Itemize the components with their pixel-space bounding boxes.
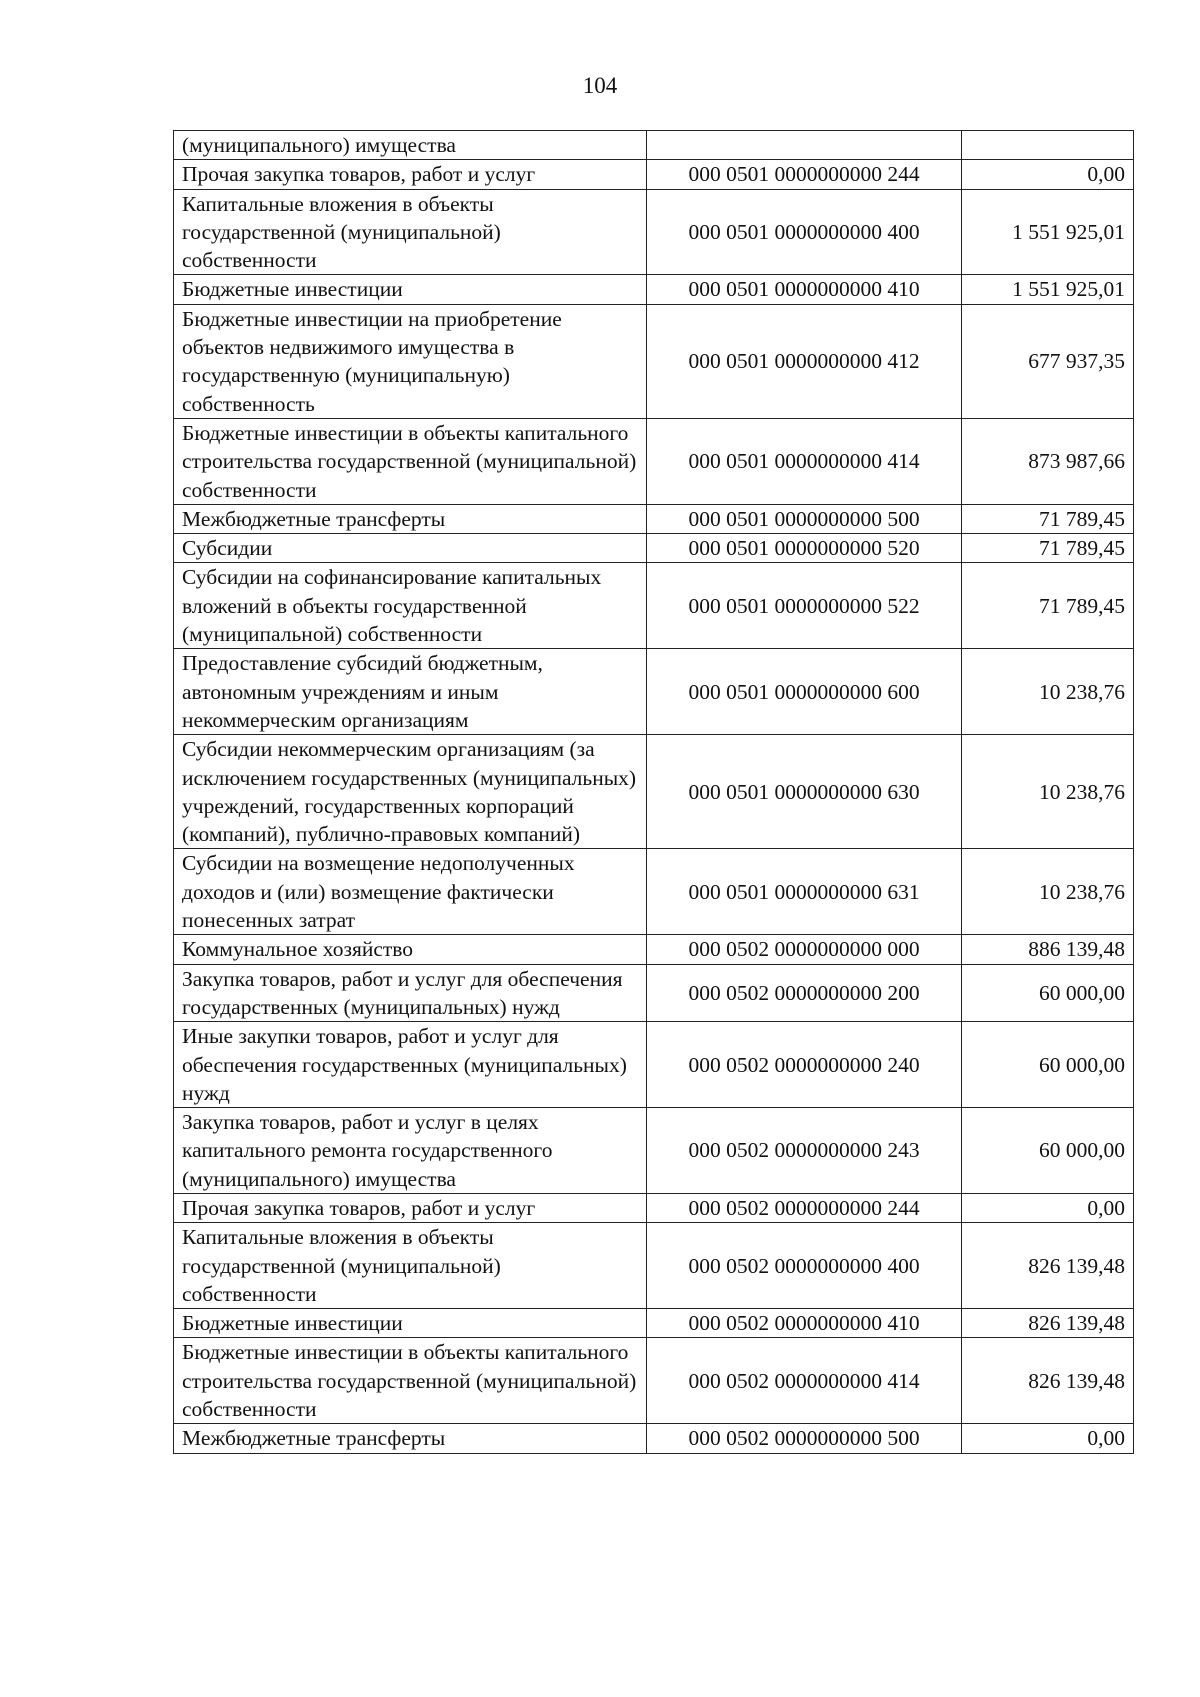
table-row <box>174 1309 1134 1338</box>
row-name-cell: Закупка товаров, работ и услуг в целях капитального ремонта государственного (муниципального) имущества <box>174 1108 647 1194</box>
row-name-cell: Субсидии на возмещение недополученных доходов и (или) возмещение фактически понесенных затрат <box>174 849 647 935</box>
table-row <box>174 275 1134 304</box>
row-name-cell: Предоставление субсидий бюджетным, автономным учреждениям и иным некоммерческим организациям <box>174 649 647 735</box>
row-code-cell: 000 0501 0000000000 630 <box>647 735 962 849</box>
row-code-cell: 000 0502 0000000000 240 <box>647 1022 962 1108</box>
table-row <box>174 1193 1134 1222</box>
row-name-cell: Капитальные вложения в объекты государственной (муниципальной) собственности <box>174 189 647 275</box>
row-name-cell: Бюджетные инвестиции <box>174 1309 647 1338</box>
budget-table <box>173 130 1134 1454</box>
row-code-cell: 000 0502 0000000000 410 <box>647 1309 962 1338</box>
row-code-cell: 000 0501 0000000000 600 <box>647 649 962 735</box>
row-name-cell: Субсидии некоммерческим организациям (за исключением государственных (муниципальных) учреждений, государственных корпораций (компаний), публично-правовых компаний) <box>174 735 647 849</box>
row-code-cell: 000 0501 0000000000 412 <box>647 304 962 418</box>
row-code-cell: 000 0501 0000000000 631 <box>647 849 962 935</box>
row-amount-cell: 886 139,48 <box>962 935 1134 964</box>
row-code-cell: 000 0502 0000000000 000 <box>647 935 962 964</box>
table-row <box>174 160 1134 189</box>
table-row <box>174 1022 1134 1108</box>
table-row <box>174 189 1134 275</box>
row-name-cell: Бюджетные инвестиции <box>174 275 647 304</box>
row-code-cell: 000 0501 0000000000 244 <box>647 160 962 189</box>
row-code-cell: 000 0502 0000000000 244 <box>647 1193 962 1222</box>
row-code-cell: 000 0501 0000000000 410 <box>647 275 962 304</box>
table-row <box>174 1424 1134 1453</box>
row-code-cell: 000 0502 0000000000 200 <box>647 964 962 1022</box>
table-row <box>174 504 1134 533</box>
row-amount-cell: 71 789,45 <box>962 534 1134 563</box>
row-name-cell: Бюджетные инвестиции на приобретение объектов недвижимого имущества в государственную (муниципальную) собственность <box>174 304 647 418</box>
table-row <box>174 849 1134 935</box>
row-code-cell: 000 0501 0000000000 414 <box>647 418 962 504</box>
row-amount-cell: 1 551 925,01 <box>962 189 1134 275</box>
row-amount-cell: 60 000,00 <box>962 964 1134 1022</box>
table-row <box>174 649 1134 735</box>
table-row <box>174 1338 1134 1424</box>
row-amount-cell <box>962 131 1134 160</box>
page-number: 104 <box>582 73 618 98</box>
row-amount-cell: 873 987,66 <box>962 418 1134 504</box>
row-name-cell: Закупка товаров, работ и услуг для обеспечения государственных (муниципальных) нужд <box>174 964 647 1022</box>
budget-table-body <box>174 131 1134 1454</box>
row-amount-cell: 0,00 <box>962 1424 1134 1453</box>
row-amount-cell: 0,00 <box>962 160 1134 189</box>
row-name-cell: Субсидии на софинансирование капитальных вложений в объекты государственной (муниципальной) собственности <box>174 563 647 649</box>
table-row <box>174 964 1134 1022</box>
table-row <box>174 418 1134 504</box>
table-row <box>174 1108 1134 1194</box>
row-code-cell: 000 0501 0000000000 400 <box>647 189 962 275</box>
row-amount-cell: 10 238,76 <box>962 649 1134 735</box>
table-row <box>174 563 1134 649</box>
table-row <box>174 534 1134 563</box>
row-amount-cell: 71 789,45 <box>962 563 1134 649</box>
row-name-cell: Бюджетные инвестиции в объекты капитального строительства государственной (муниципальной) собственности <box>174 418 647 504</box>
row-amount-cell: 10 238,76 <box>962 849 1134 935</box>
row-amount-cell: 60 000,00 <box>962 1108 1134 1194</box>
table-row <box>174 735 1134 849</box>
row-code-cell: 000 0502 0000000000 400 <box>647 1223 962 1309</box>
row-code-cell: 000 0501 0000000000 522 <box>647 563 962 649</box>
table-row <box>174 935 1134 964</box>
row-amount-cell: 1 551 925,01 <box>962 275 1134 304</box>
row-amount-cell: 10 238,76 <box>962 735 1134 849</box>
row-code-cell: 000 0501 0000000000 520 <box>647 534 962 563</box>
row-code-cell: 000 0502 0000000000 243 <box>647 1108 962 1194</box>
row-code-cell: 000 0502 0000000000 500 <box>647 1424 962 1453</box>
row-name-cell: Бюджетные инвестиции в объекты капитального строительства государственной (муниципальной) собственности <box>174 1338 647 1424</box>
row-amount-cell: 0,00 <box>962 1193 1134 1222</box>
row-code-cell: 000 0501 0000000000 500 <box>647 504 962 533</box>
row-name-cell: Капитальные вложения в объекты государственной (муниципальной) собственности <box>174 1223 647 1309</box>
row-name-cell: Межбюджетные трансферты <box>174 1424 647 1453</box>
table-row <box>174 1223 1134 1309</box>
row-name-cell: (муниципального) имущества <box>174 131 647 160</box>
row-amount-cell: 60 000,00 <box>962 1022 1134 1108</box>
row-code-cell: 000 0502 0000000000 414 <box>647 1338 962 1424</box>
row-amount-cell: 826 139,48 <box>962 1309 1134 1338</box>
row-code-cell <box>647 131 962 160</box>
row-name-cell: Иные закупки товаров, работ и услуг для обеспечения государственных (муниципальных) нужд <box>174 1022 647 1108</box>
row-amount-cell: 71 789,45 <box>962 504 1134 533</box>
table-row <box>174 304 1134 418</box>
row-name-cell: Прочая закупка товаров, работ и услуг <box>174 160 647 189</box>
row-amount-cell: 826 139,48 <box>962 1338 1134 1424</box>
table-row <box>174 131 1134 160</box>
row-name-cell: Субсидии <box>174 534 647 563</box>
row-amount-cell: 677 937,35 <box>962 304 1134 418</box>
row-name-cell: Прочая закупка товаров, работ и услуг <box>174 1193 647 1222</box>
row-amount-cell: 826 139,48 <box>962 1223 1134 1309</box>
row-name-cell: Коммунальное хозяйство <box>174 935 647 964</box>
row-name-cell: Межбюджетные трансферты <box>174 504 647 533</box>
